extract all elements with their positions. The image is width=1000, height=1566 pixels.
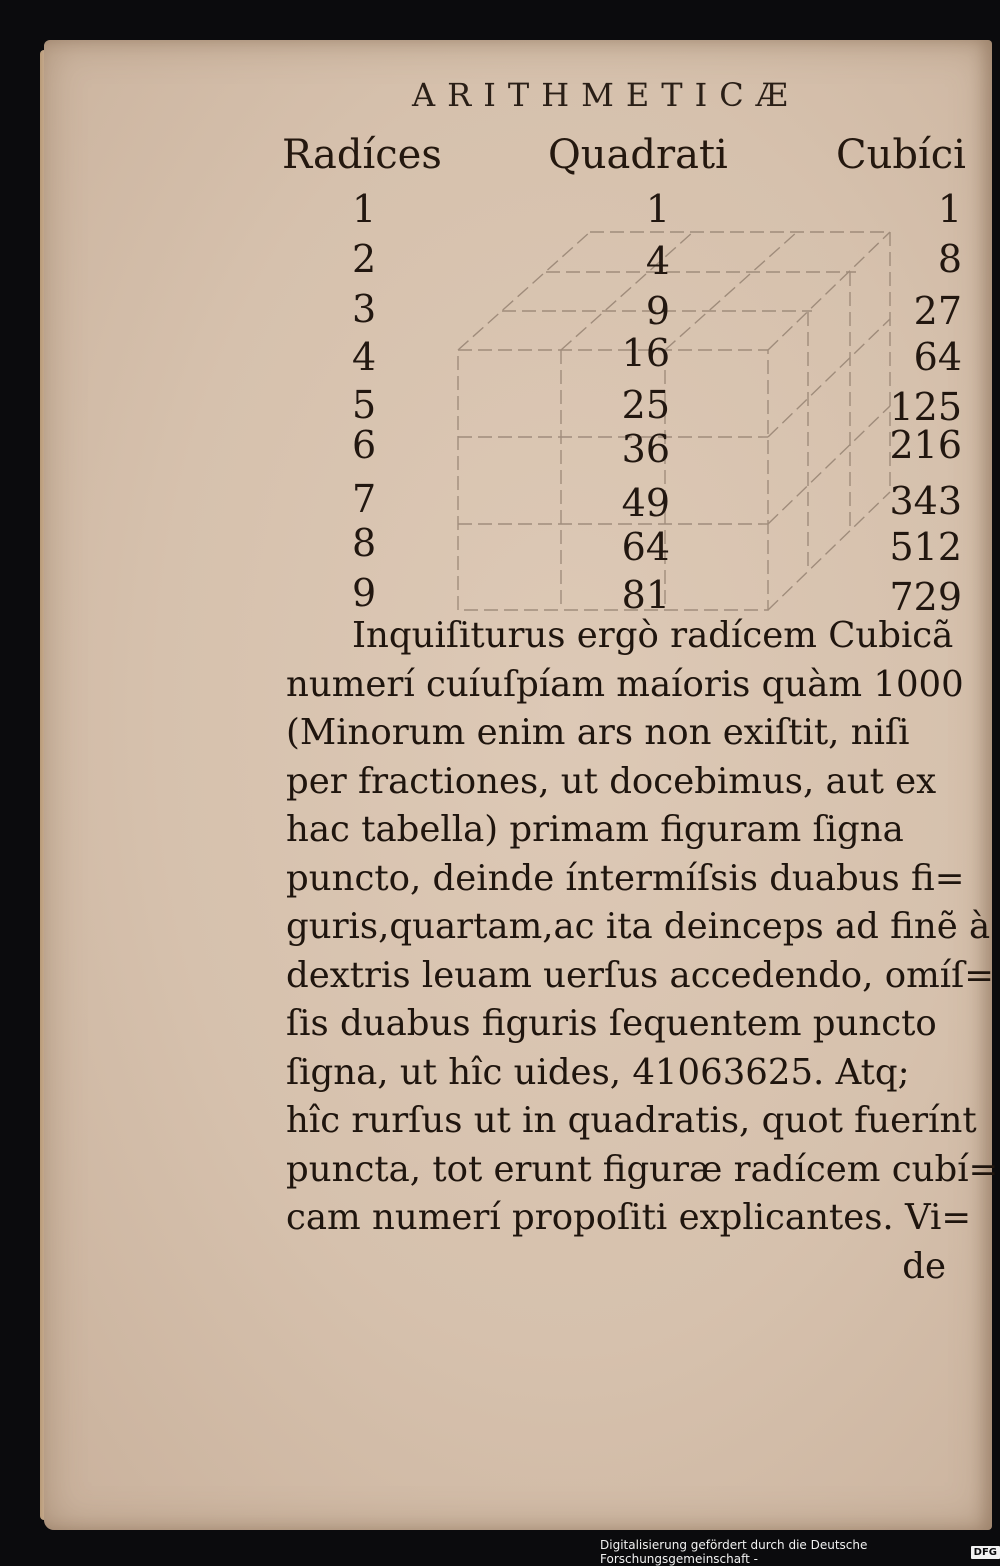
text-line: ſis duabus figuris ſequentem puncto (286, 1003, 937, 1044)
text-line: per fractiones, ut docebimus, aut ex (286, 760, 937, 802)
credit-text: Digitalisierung gefördert durch die Deutsche Forschungsgemeinschaft - (600, 1538, 868, 1566)
cubus-cell: 27 (913, 289, 962, 333)
radix-cell: 3 (352, 287, 377, 331)
radix-cell: 4 (352, 335, 377, 379)
text-line: Inquiſiturus ergò radícem Cubicã (352, 615, 954, 656)
cubus-cell: 216 (889, 423, 962, 467)
header-cubici: Cubíci (836, 132, 966, 178)
header-radices: Radíces (282, 132, 442, 178)
text-line: hac tabella) primam figuram ſigna (286, 809, 904, 850)
text-line: puncto, deinde íntermíſsis duabus fi= (286, 857, 965, 899)
cubus-cell: 8 (937, 237, 962, 281)
cubus-cell: 64 (913, 335, 962, 379)
cubus-cell: 343 (889, 479, 962, 523)
catchword: de (902, 1245, 946, 1287)
cube-diagram (450, 222, 900, 622)
radix-cell: 7 (352, 477, 377, 521)
quadratus-cell: 25 (621, 383, 670, 427)
running-head: ARITHMETICÆ (412, 76, 800, 114)
text-line: guris,quartam,ac ita deinceps ad finẽ à (286, 906, 991, 947)
quadratus-cell: 9 (645, 289, 670, 333)
text-line: (Minorum enim ars non exiſtit, niſi (286, 712, 910, 753)
text-line: cam numerí propoſiti explicantes. Vi= (286, 1197, 972, 1238)
quadratus-cell: 16 (621, 331, 670, 375)
quadratus-cell: 64 (621, 525, 670, 569)
digitization-credit (600, 1538, 1000, 1566)
cubus-cell: 512 (889, 525, 962, 569)
body-paragraph (286, 612, 999, 1291)
cubus-cell: 729 (889, 575, 962, 619)
quadratus-cell: 1 (645, 187, 670, 231)
text-line: numerí cuíuſpíam maíoris quàm 1000 (286, 663, 964, 705)
quadratus-cell: 4 (645, 239, 670, 283)
header-quadrati: Quadrati (548, 132, 728, 178)
cubus-cell: 125 (889, 385, 962, 429)
radix-cell: 9 (352, 571, 377, 615)
quadratus-cell: 81 (621, 573, 670, 617)
radix-cell: 2 (352, 237, 377, 281)
cubus-cell: 1 (937, 187, 962, 231)
dfg-logo: DFG (971, 1546, 1000, 1559)
quadratus-cell: 49 (621, 481, 670, 525)
radix-cell: 6 (352, 423, 377, 467)
radix-cell: 5 (352, 383, 377, 427)
radix-cell: 1 (352, 187, 377, 231)
text-line: dextris leuam uerſus accedendo, omíſ= (286, 954, 995, 996)
radix-cell: 8 (352, 521, 377, 565)
quadratus-cell: 36 (621, 427, 670, 471)
text-line: puncta, tot erunt figuræ radícem cubí= (286, 1148, 999, 1190)
text-line: hîc rurſus ut in quadratis, quot fuerínt (286, 1100, 977, 1141)
text-line: ſigna, ut hîc uides, 41063625. Atq; (286, 1051, 910, 1093)
